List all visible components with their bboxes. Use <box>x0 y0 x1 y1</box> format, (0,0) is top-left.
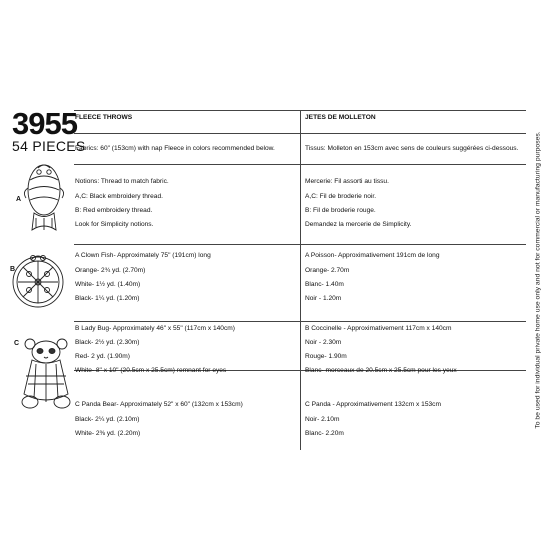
french-notion-b: B: Fil de broderie rouge. <box>305 207 376 214</box>
french-view-b-row: Rouge- 1.90m <box>305 353 347 360</box>
french-view-a-row: Noir - 1.20m <box>305 295 342 302</box>
french-notion-ac: A,C: Fil de broderie noir. <box>305 193 377 200</box>
divider-fabrics <box>74 133 526 134</box>
english-view-c-row: White- 2⅜ yd. (2.20m) <box>75 430 141 437</box>
french-notion-look: Demandez la mercerie de Simplicity. <box>305 221 412 228</box>
divider-notions <box>74 164 526 165</box>
english-view-b-row: Black- 2½ yd. (2.30m) <box>75 339 140 346</box>
french-heading: JETES DE MOLLETON <box>305 114 376 121</box>
english-notion-look: Look for Simplicity notions. <box>75 221 154 228</box>
view-c-label: C <box>14 340 20 347</box>
panda-bear-illustration <box>18 334 74 414</box>
english-view-c-title: C Panda Bear- Approximately 52" x 60" (132cm x 153cm) <box>75 401 243 408</box>
english-view-c-row: Black- 2¼ yd. (2.10m) <box>75 416 140 423</box>
french-view-b-row: Blanc- morceaux de 20.5cm x 25.5cm pour les yeux <box>305 367 457 374</box>
french-view-c-row: Noir- 2.10m <box>305 416 340 423</box>
view-b-label: B <box>10 266 16 273</box>
usage-disclaimer-text: To be used for individual private home use only and not for commercial or manufacturing purposes. <box>534 131 542 429</box>
english-view-b-row: Red- 2 yd. (1.90m) <box>75 353 130 360</box>
pattern-number: 3955 <box>12 106 77 141</box>
english-view-b-title: B Lady Bug- Approximately 46" x 55" (117cm x 140cm) <box>75 325 235 332</box>
divider-view-a <box>74 244 526 245</box>
english-heading: FLEECE THROWS <box>75 114 133 121</box>
clown-fish-illustration <box>22 158 66 240</box>
french-notions: Mercerie: Fil assorti au tissu. <box>305 178 389 185</box>
english-view-a-row: Orange- 2¾ yd. (2.70m) <box>75 267 146 274</box>
english-view-b-row: White- 8" x 10" (20.5cm x 25.5cm) remnant for eyes <box>75 367 227 374</box>
english-notion-ac: A,C: Black embroidery thread. <box>75 193 163 200</box>
view-a-label: A <box>16 196 22 203</box>
english-notions: Notions: Thread to match fabric. <box>75 178 169 185</box>
french-view-b-row: Noir - 2.30m <box>305 339 342 346</box>
french-view-c-title: C Panda - Approximativement 132cm x 153cm <box>305 401 441 408</box>
french-view-c-row: Blanc- 2.20m <box>305 430 344 437</box>
lady-bug-illustration <box>9 250 67 312</box>
french-view-a-row: Orange- 2.70m <box>305 267 350 274</box>
english-notion-b: B: Red embroidery thread. <box>75 207 153 214</box>
column-divider <box>300 110 301 450</box>
divider-view-b <box>74 321 526 322</box>
english-view-a-row: Black- 1¼ yd. (1.20m) <box>75 295 140 302</box>
french-fabrics: Tissus: Molleton en 153cm avec sens de couleurs suggérées ci-dessous. <box>305 145 519 152</box>
english-view-a-title: A Clown Fish- Approximately 75" (191cm) long <box>75 252 211 259</box>
english-fabrics: Fabrics: 60" (153cm) with nap Fleece in colors recommended below. <box>75 145 275 152</box>
french-view-a-row: Blanc- 1.40m <box>305 281 344 288</box>
piece-count: 54 PIECES <box>12 138 86 154</box>
english-view-a-row: White- 1½ yd. (1.40m) <box>75 281 141 288</box>
french-view-a-title: A Poisson- Approximativement 191cm de long <box>305 252 440 259</box>
french-view-b-title: B Coccinelle - Approximativement 117cm x 140cm <box>305 325 452 332</box>
